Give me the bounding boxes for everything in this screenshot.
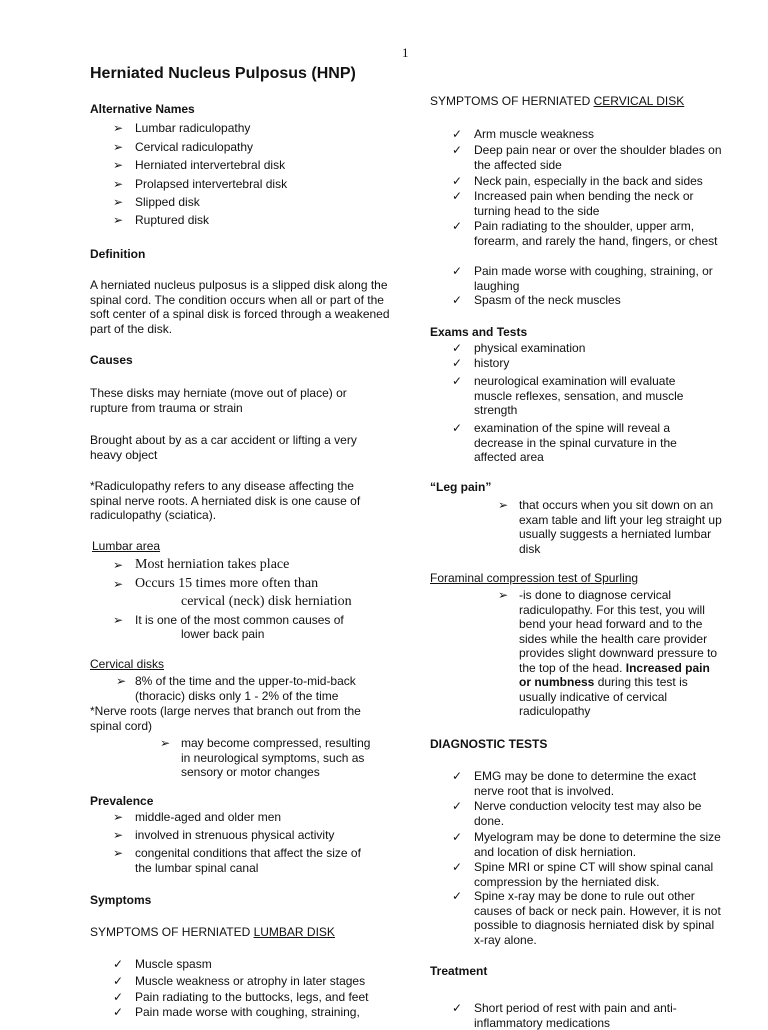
check-bullet-icon: ✓	[452, 189, 463, 203]
diagnostic-tests-heading: DIAGNOSTIC TESTS	[430, 737, 548, 751]
exams-heading: Exams and Tests	[430, 325, 528, 339]
arrow-bullet-icon: ➢	[498, 498, 509, 512]
check-bullet-icon: ✓	[452, 1001, 463, 1015]
check-bullet-icon: ✓	[452, 769, 463, 783]
list-item-continuation: lower back pain	[181, 627, 265, 641]
check-bullet-icon: ✓	[113, 957, 124, 971]
definition-heading: Definition	[90, 247, 146, 261]
leg-pain-heading: “Leg pain”	[430, 480, 492, 494]
list-item-continuation: cervical (neck) disk herniation	[181, 594, 352, 609]
arrow-bullet-icon: ➢	[113, 577, 124, 591]
arrow-bullet-icon: ➢	[113, 121, 124, 135]
check-bullet-icon: ✓	[452, 341, 463, 355]
arrow-bullet-icon: ➢	[113, 828, 124, 842]
arrow-bullet-icon: ➢	[113, 195, 124, 209]
arrow-bullet-icon: ➢	[113, 613, 124, 627]
arrow-bullet-icon: ➢	[113, 140, 124, 154]
causes-heading: Causes	[90, 353, 133, 367]
check-bullet-icon: ✓	[452, 174, 463, 188]
check-bullet-icon: ✓	[113, 974, 124, 988]
arrow-bullet-icon: ➢	[113, 177, 124, 191]
arrow-bullet-icon: ➢	[113, 558, 124, 572]
check-bullet-icon: ✓	[452, 889, 463, 903]
causes-paragraph-1: These disks may herniate (move out of place) or rupture from trauma or strain	[90, 386, 347, 415]
arrow-bullet-icon: ➢	[116, 674, 127, 688]
definition-text: A herniated nucleus pulposus is a slipped disk along the spinal cord. The condition occurs when all or part of the soft center of a spinal disk is forced through a weakened part of the disk.	[90, 278, 390, 336]
check-bullet-icon: ✓	[452, 143, 463, 157]
cervical-disks-label: Cervical disks	[90, 657, 165, 671]
check-bullet-icon: ✓	[452, 860, 463, 874]
document-title: Herniated Nucleus Pulposus (HNP)	[90, 65, 356, 82]
arrow-bullet-icon: ➢	[113, 158, 124, 172]
arrow-bullet-icon: ➢	[498, 588, 509, 602]
check-bullet-icon: ✓	[452, 799, 463, 813]
spurling-text: -is done to diagnose cervical radiculopathy. For this test, you will bend your head forward and to the sides while the health care provider provides slight downward pressure to the top of the head. Increased pain or numbness during this test is usually indicative of cervical radiculopathy	[519, 588, 718, 718]
causes-paragraph-2: Brought about by as a car accident or lifting a very heavy object	[90, 433, 357, 462]
check-bullet-icon: ✓	[452, 127, 463, 141]
nerve-roots-text: *Nerve roots (large nerves that branch out from the spinal cord)	[90, 704, 361, 733]
treatment-heading: Treatment	[430, 964, 488, 978]
symptoms-heading: Symptoms	[90, 893, 152, 907]
check-bullet-icon: ✓	[113, 1005, 124, 1019]
check-bullet-icon: ✓	[452, 293, 463, 307]
check-bullet-icon: ✓	[452, 374, 463, 388]
list-item-continuation: (thoracic) disks only 1 - 2% of the time	[135, 689, 339, 703]
check-bullet-icon: ✓	[113, 990, 124, 1004]
check-bullet-icon: ✓	[452, 356, 463, 370]
spurling-heading: Foraminal compression test of Spurling	[430, 571, 639, 585]
page-number: 1	[402, 45, 409, 60]
check-bullet-icon: ✓	[452, 830, 463, 844]
check-bullet-icon: ✓	[452, 264, 463, 278]
lumbar-area-label: Lumbar area	[92, 539, 161, 553]
check-bullet-icon: ✓	[452, 219, 463, 233]
check-bullet-icon: ✓	[452, 421, 463, 435]
prevalence-heading: Prevalence	[90, 794, 154, 808]
cervical-symptoms-heading: SYMPTOMS OF HERNIATED CERVICAL DISK	[430, 94, 685, 108]
arrow-bullet-icon: ➢	[160, 736, 171, 750]
arrow-bullet-icon: ➢	[113, 810, 124, 824]
alternative-names-heading: Alternative Names	[90, 102, 195, 116]
arrow-bullet-icon: ➢	[113, 213, 124, 227]
arrow-bullet-icon: ➢	[113, 846, 124, 860]
causes-paragraph-3: *Radiculopathy refers to any disease affecting the spinal nerve roots. A herniated disk is one cause of radiculopathy (sciatica).	[90, 479, 361, 522]
lumbar-symptoms-heading: SYMPTOMS OF HERNIATED LUMBAR DISK	[90, 925, 335, 939]
